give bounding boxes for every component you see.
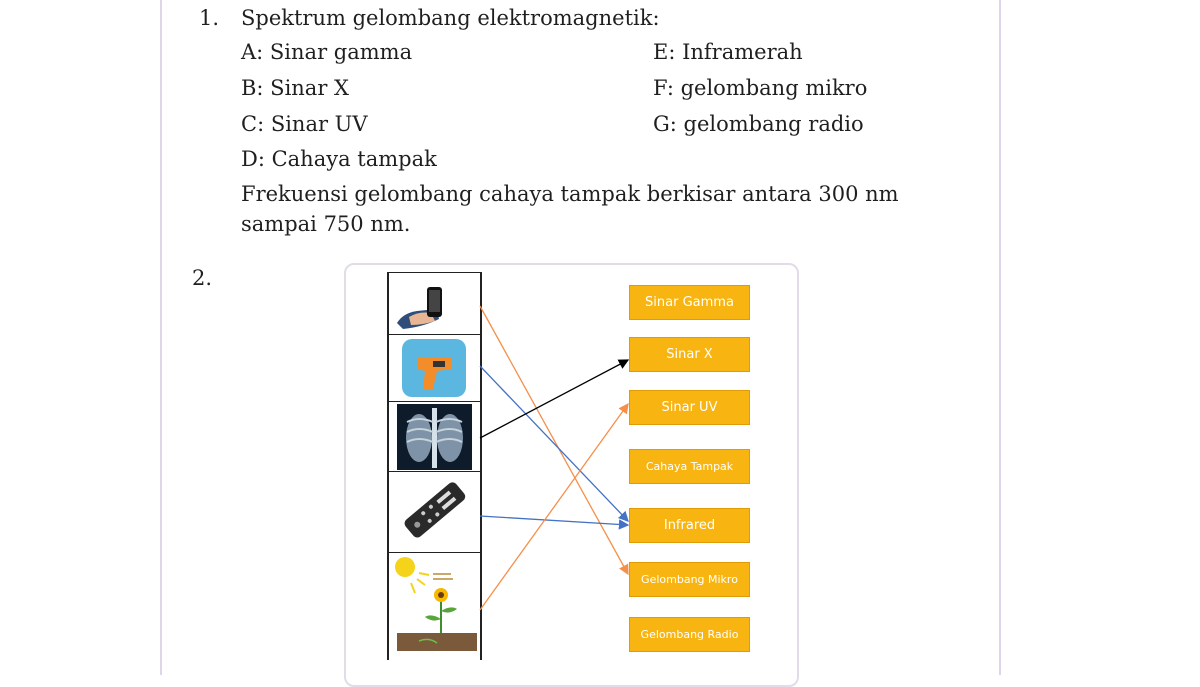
target-sinar-gamma: Sinar Gamma xyxy=(629,285,750,320)
arrow-thermometer-to-infrared xyxy=(480,366,628,521)
arrow-phone-to-gelombang-mikro xyxy=(480,306,628,574)
option-e: E: Inframerah xyxy=(653,40,803,64)
option-f: F: gelombang mikro xyxy=(653,76,868,100)
option-g: G: gelombang radio xyxy=(653,112,864,136)
target-cahaya-tampak: Cahaya Tampak xyxy=(629,449,750,484)
arrow-xray-to-sinar-x xyxy=(480,360,628,438)
option-b: B: Sinar X xyxy=(241,76,349,100)
target-infrared: Infrared xyxy=(629,508,750,543)
question-1-paragraph-line-2: sampai 750 nm. xyxy=(241,212,411,236)
question-2-number: 2. xyxy=(192,266,213,290)
question-1-number: 1. xyxy=(199,6,220,30)
arrow-sun-to-sinar-uv xyxy=(480,404,628,610)
target-gelombang-mikro: Gelombang Mikro xyxy=(629,562,750,597)
question-1-title: Spektrum gelombang elektromagnetik: xyxy=(241,6,660,30)
arrow-remote-to-infrared xyxy=(480,516,628,525)
option-c: C: Sinar UV xyxy=(241,112,368,136)
target-sinar-uv: Sinar UV xyxy=(629,390,750,425)
option-a: A: Sinar gamma xyxy=(241,40,413,64)
target-gelombang-radio: Gelombang Radio xyxy=(629,617,750,652)
target-sinar-x: Sinar X xyxy=(629,337,750,372)
option-d: D: Cahaya tampak xyxy=(241,147,437,171)
question-1-paragraph-line-1: Frekuensi gelombang cahaya tampak berkisar antara 300 nm xyxy=(241,182,899,206)
